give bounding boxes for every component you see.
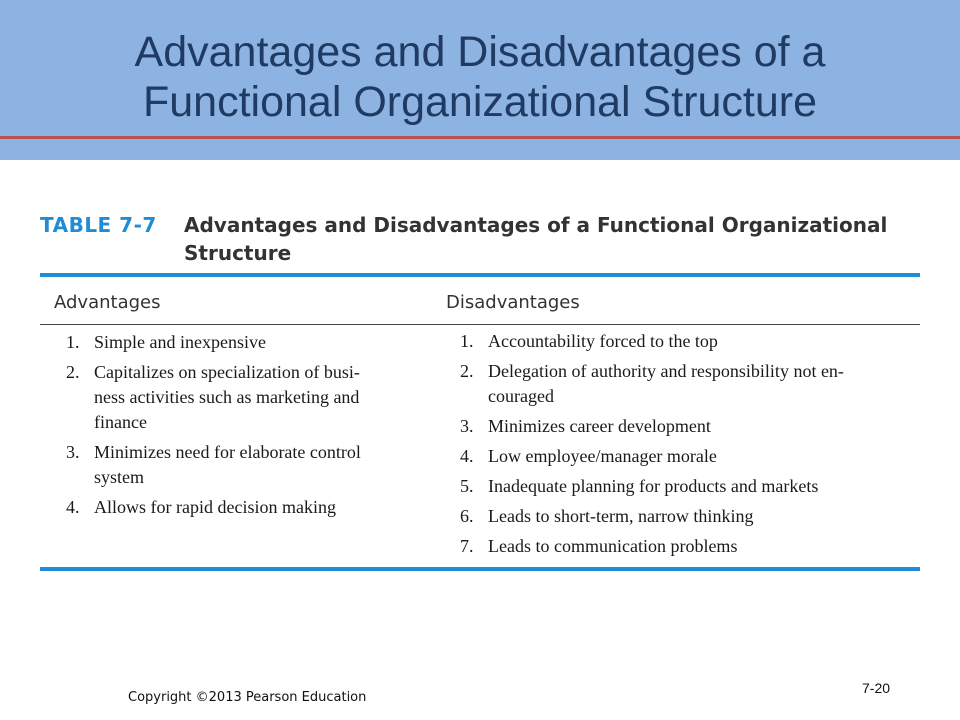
item-text-line: couraged [488,386,554,406]
item-text: Inadequate planning for products and markets [488,476,819,496]
item-text-line: ness activities such as marketing and [94,387,360,407]
item-number: 3. [66,442,80,462]
item-text: Allows for rapid decision making [94,497,336,517]
advantage-item [66,495,411,520]
table-label: TABLE 7-7 [40,213,157,237]
item-text: Leads to short-term, narrow thinking [488,506,754,526]
item-text-line: Delegation of authority and responsibility not en- [488,361,844,381]
disadvantage-item [460,474,910,499]
disadvantage-item [460,359,910,409]
table-header-rule [40,324,920,325]
table-title [184,211,920,267]
advantage-item [66,360,411,435]
item-number: 7. [460,536,474,556]
table-top-rule [40,273,920,277]
disadvantage-item [460,534,910,559]
item-number: 3. [460,416,474,436]
disadvantages-list [460,329,910,564]
item-text-line: system [94,467,145,487]
advantages-list [66,330,411,525]
advantage-item [66,440,411,490]
item-number: 2. [460,361,474,381]
table-title-line-1: Advantages and Disadvantages of a Functional Organizational [184,213,888,237]
disadvantage-item [460,414,910,439]
item-text: Minimizes career development [488,416,711,436]
item-text: Simple and inexpensive [94,332,266,352]
slide-title-line-2: Functional Organizational Structure [142,78,818,126]
disadvantage-item [460,444,910,469]
slide-title-line-1: Advantages and Disadvantages of a [134,28,826,76]
copyright-notice: Copyright ©2013 Pearson Education [128,690,367,705]
item-number: 4. [460,446,474,466]
table-bottom-rule [40,567,920,571]
item-number: 2. [66,362,80,382]
item-text: Accountability forced to the top [488,331,718,351]
disadvantage-item [460,504,910,529]
item-number: 1. [66,332,80,352]
slide-title [0,27,960,127]
item-number: 5. [460,476,474,496]
item-text: Leads to communication problems [488,536,738,556]
item-number: 1. [460,331,474,351]
slide-number: 7-20 [862,680,891,696]
item-text-line: Capitalizes on specialization of busi- [94,362,360,382]
table-title-line-2: Structure [184,241,292,265]
header-divider [0,136,960,139]
item-text-line: Minimizes need for elaborate control [94,442,361,462]
item-number: 4. [66,497,80,517]
item-text: Low employee/manager morale [488,446,717,466]
disadvantages-header: Disadvantages [446,292,580,313]
advantage-item [66,330,411,355]
disadvantage-item [460,329,910,354]
advantages-header: Advantages [54,292,161,313]
item-number: 6. [460,506,474,526]
item-text-line: finance [94,412,147,432]
